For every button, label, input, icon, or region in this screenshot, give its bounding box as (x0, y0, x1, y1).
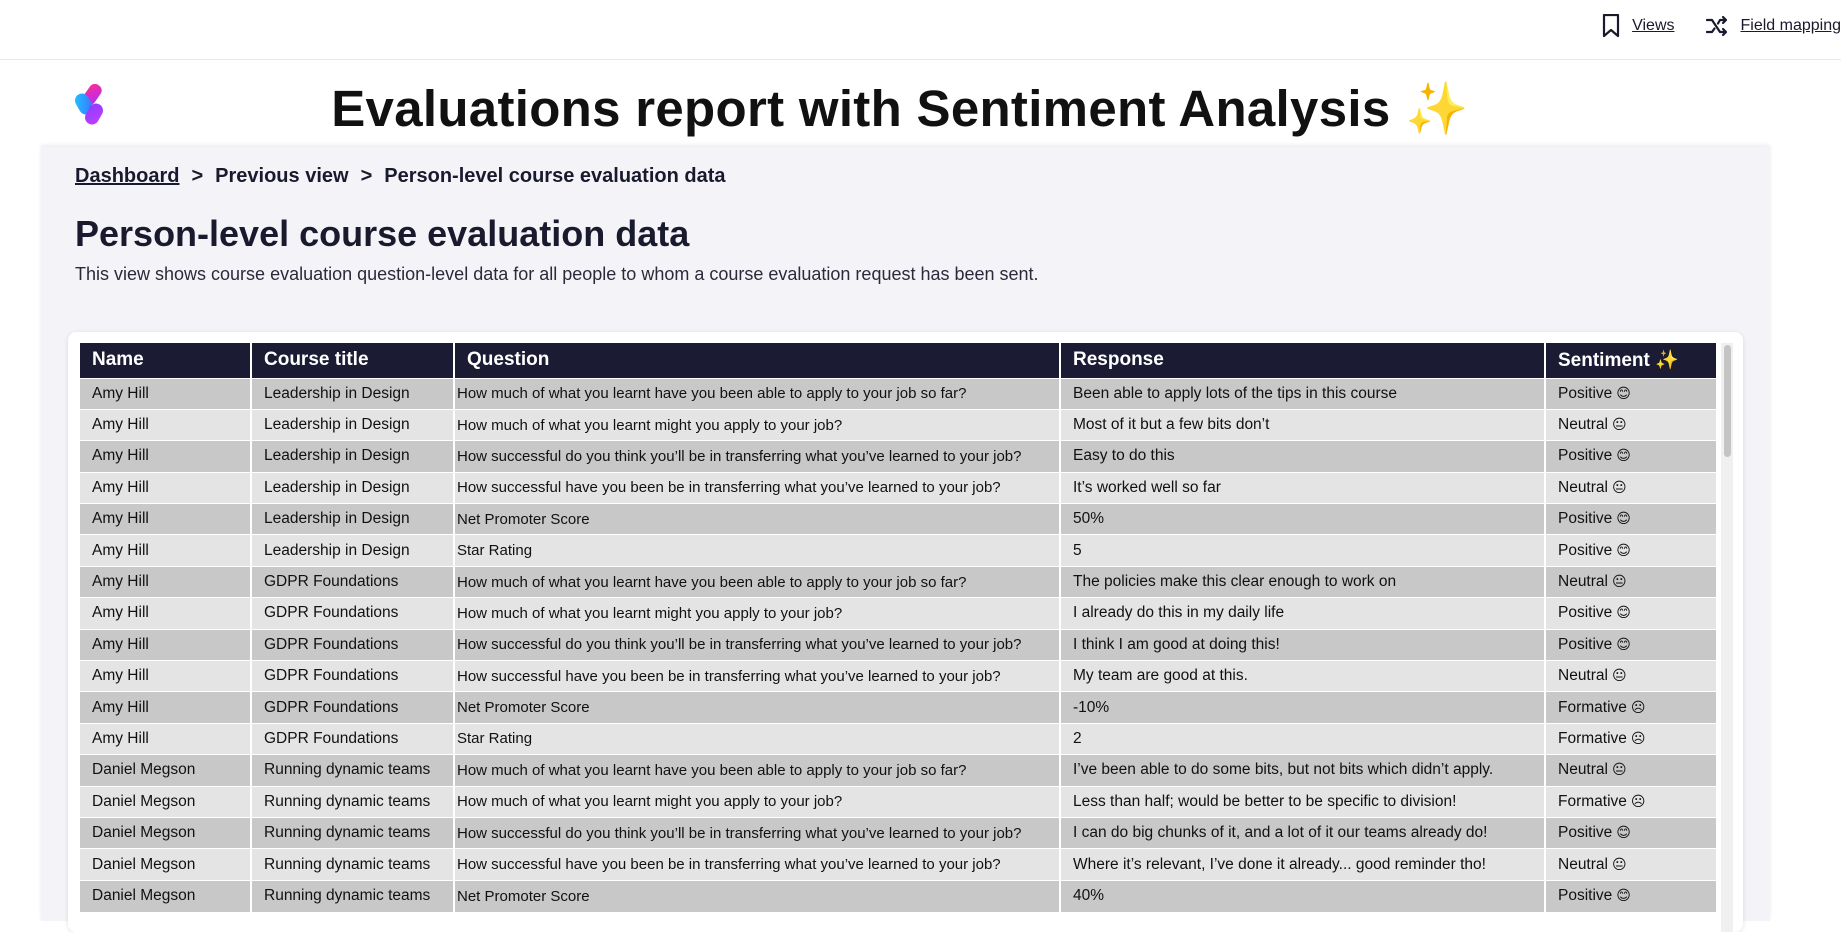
cell-course-title: Leadership in Design (251, 504, 454, 535)
table-row[interactable] (80, 378, 1716, 409)
cell-name: Amy Hill (80, 598, 251, 629)
table-row[interactable] (80, 723, 1716, 754)
breadcrumb-separator: > (361, 165, 373, 188)
sentiment-emoji-icon: 😊 (1616, 543, 1631, 559)
cell-name: Daniel Megson (80, 755, 251, 786)
cell-course-title: Running dynamic teams (251, 786, 454, 817)
cell-sentiment (1545, 755, 1716, 786)
cell-sentiment (1545, 692, 1716, 723)
vertical-scrollbar[interactable] (1721, 343, 1733, 932)
cell-response: 5 (1060, 535, 1545, 566)
sentiment-label: Positive (1558, 447, 1612, 464)
data-table-card (68, 332, 1743, 932)
cell-response: 2 (1060, 723, 1545, 754)
topbar-actions (1602, 10, 1841, 42)
column-header-name[interactable]: Name (80, 343, 251, 378)
cell-sentiment (1545, 566, 1716, 597)
sentiment-emoji-icon: 😊 (1616, 605, 1631, 621)
cell-name: Amy Hill (80, 504, 251, 535)
cell-sentiment (1545, 472, 1716, 503)
cell-sentiment (1545, 378, 1716, 409)
page-description: This view shows course evaluation question-level data for all people to whom a course evaluation request has been sent. (75, 264, 1039, 285)
table-row[interactable] (80, 880, 1716, 911)
breadcrumb-separator: > (191, 165, 203, 188)
cell-course-title: Running dynamic teams (251, 849, 454, 880)
breadcrumb-previous-view[interactable]: Previous view (215, 165, 348, 188)
top-bar (0, 0, 1841, 60)
cell-sentiment (1545, 849, 1716, 880)
cell-name: Amy Hill (80, 629, 251, 660)
views-label[interactable]: Views (1632, 17, 1674, 35)
cell-course-title: Leadership in Design (251, 535, 454, 566)
sentiment-label: Positive (1558, 542, 1612, 559)
cell-course-title: Leadership in Design (251, 441, 454, 472)
cell-name: Amy Hill (80, 378, 251, 409)
table-row[interactable] (80, 817, 1716, 848)
sentiment-emoji-icon: ☹ (1631, 794, 1646, 810)
sentiment-label: Neutral (1558, 573, 1608, 590)
cell-response: It’s worked well so far (1060, 472, 1545, 503)
cell-question: How much of what you learnt might you apply to your job? (454, 409, 1060, 440)
table-row[interactable] (80, 504, 1716, 535)
cell-course-title: Leadership in Design (251, 409, 454, 440)
cell-name: Amy Hill (80, 409, 251, 440)
cell-question: How successful have you been be in transferring what you’ve learned to your job? (454, 849, 1060, 880)
cell-course-title: Running dynamic teams (251, 880, 454, 911)
cell-course-title: GDPR Foundations (251, 692, 454, 723)
cell-sentiment (1545, 598, 1716, 629)
cell-question: How successful do you think you’ll be in transferring what you’ve learned to your job? (454, 629, 1060, 660)
cell-sentiment (1545, 535, 1716, 566)
cell-name: Daniel Megson (80, 880, 251, 911)
field-mapping-label[interactable]: Field mapping (1741, 17, 1841, 35)
content-panel (41, 147, 1770, 921)
cell-course-title: Running dynamic teams (251, 817, 454, 848)
sentiment-label: Neutral (1558, 761, 1608, 778)
sentiment-label: Positive (1558, 824, 1612, 841)
cell-question: How successful have you been be in transferring what you’ve learned to your job? (454, 472, 1060, 503)
cell-name: Amy Hill (80, 472, 251, 503)
cell-name: Amy Hill (80, 566, 251, 597)
sentiment-label: Neutral (1558, 667, 1608, 684)
cell-sentiment (1545, 817, 1716, 848)
cell-sentiment (1545, 661, 1716, 692)
sentiment-emoji-icon: ☹ (1631, 700, 1646, 716)
cell-response: Less than half; would be better to be specific to division! (1060, 786, 1545, 817)
cell-sentiment (1545, 629, 1716, 660)
shuffle-icon (1705, 15, 1729, 37)
page-title: Person-level course evaluation data (75, 213, 689, 255)
table-row[interactable] (80, 598, 1716, 629)
cell-question: Net Promoter Score (454, 504, 1060, 535)
scrollbar-thumb[interactable] (1724, 345, 1731, 457)
table-row[interactable] (80, 441, 1716, 472)
table-row[interactable] (80, 661, 1716, 692)
cell-course-title: GDPR Foundations (251, 598, 454, 629)
sentiment-label: Formative (1558, 699, 1627, 716)
cell-question: How much of what you learnt have you been able to apply to your job so far? (454, 755, 1060, 786)
sentiment-label: Neutral (1558, 479, 1608, 496)
cell-question: Net Promoter Score (454, 880, 1060, 911)
cell-question: How successful have you been be in transferring what you’ve learned to your job? (454, 661, 1060, 692)
cell-name: Daniel Megson (80, 817, 251, 848)
cell-response: Easy to do this (1060, 441, 1545, 472)
sentiment-emoji-icon: 😊 (1616, 637, 1631, 653)
column-header-response[interactable]: Response (1060, 343, 1545, 378)
table-row[interactable] (80, 409, 1716, 440)
cell-sentiment (1545, 723, 1716, 754)
table-row[interactable] (80, 472, 1716, 503)
cell-response: Where it’s relevant, I’ve done it already... good reminder tho! (1060, 849, 1545, 880)
cell-name: Amy Hill (80, 535, 251, 566)
cell-question: How successful do you think you’ll be in transferring what you’ve learned to your job? (454, 817, 1060, 848)
cell-response: Most of it but a few bits don’t (1060, 409, 1545, 440)
cell-question: Net Promoter Score (454, 692, 1060, 723)
cell-question: Star Rating (454, 535, 1060, 566)
sentiment-label: Positive (1558, 510, 1612, 527)
cell-name: Daniel Megson (80, 786, 251, 817)
table-row[interactable] (80, 566, 1716, 597)
sentiment-emoji-icon: 😊 (1616, 888, 1631, 904)
breadcrumb-current: Person-level course evaluation data (384, 165, 725, 188)
cell-response: -10% (1060, 692, 1545, 723)
sentiment-emoji-icon: 😊 (1616, 511, 1631, 527)
column-header-course-title[interactable]: Course title (251, 343, 454, 378)
table-row[interactable] (80, 786, 1716, 817)
cell-name: Amy Hill (80, 723, 251, 754)
bookmark-icon (1602, 14, 1620, 38)
cell-name: Amy Hill (80, 441, 251, 472)
cell-name: Amy Hill (80, 692, 251, 723)
cell-sentiment (1545, 504, 1716, 535)
cell-response: 50% (1060, 504, 1545, 535)
sentiment-emoji-icon: 😐 (1612, 574, 1627, 590)
cell-question: How much of what you learnt might you apply to your job? (454, 786, 1060, 817)
cell-name: Daniel Megson (80, 849, 251, 880)
report-title: Evaluations report with Sentiment Analysis ✨ (0, 79, 1800, 139)
cell-response: The policies make this clear enough to work on (1060, 566, 1545, 597)
report-header (0, 61, 1841, 147)
cell-question: Star Rating (454, 723, 1060, 754)
field-mapping-button[interactable] (1705, 15, 1841, 37)
sentiment-label: Positive (1558, 887, 1612, 904)
sentiment-emoji-icon: 😊 (1616, 825, 1631, 841)
cell-course-title: Leadership in Design (251, 472, 454, 503)
breadcrumb-dashboard[interactable]: Dashboard (75, 165, 179, 188)
views-button[interactable] (1602, 14, 1674, 38)
cell-course-title: Running dynamic teams (251, 755, 454, 786)
cell-sentiment (1545, 409, 1716, 440)
cell-response: I’ve been able to do some bits, but not bits which didn’t apply. (1060, 755, 1545, 786)
sentiment-emoji-icon: 😊 (1616, 386, 1631, 402)
cell-response: My team are good at this. (1060, 661, 1545, 692)
cell-question: How successful do you think you’ll be in transferring what you’ve learned to your job? (454, 441, 1060, 472)
cell-response: I can do big chunks of it, and a lot of it our teams already do! (1060, 817, 1545, 848)
sentiment-label: Formative (1558, 793, 1627, 810)
cell-response: I already do this in my daily life (1060, 598, 1545, 629)
table-row[interactable] (80, 849, 1716, 880)
sentiment-label: Formative (1558, 730, 1627, 747)
cell-course-title: GDPR Foundations (251, 661, 454, 692)
cell-response: Been able to apply lots of the tips in this course (1060, 378, 1545, 409)
cell-response: I think I am good at doing this! (1060, 629, 1545, 660)
cell-question: How much of what you learnt have you been able to apply to your job so far? (454, 378, 1060, 409)
cell-course-title: GDPR Foundations (251, 723, 454, 754)
column-header-question[interactable]: Question (454, 343, 1060, 378)
evaluation-table (80, 343, 1716, 912)
cell-sentiment (1545, 880, 1716, 911)
sentiment-emoji-icon: 😊 (1616, 448, 1631, 464)
sentiment-label: Positive (1558, 636, 1612, 653)
cell-question: How much of what you learnt have you been able to apply to your job so far? (454, 566, 1060, 597)
cell-course-title: Leadership in Design (251, 378, 454, 409)
cell-name: Amy Hill (80, 661, 251, 692)
cell-sentiment (1545, 441, 1716, 472)
table-row[interactable] (80, 629, 1716, 660)
sentiment-emoji-icon: 😐 (1612, 417, 1627, 433)
sentiment-emoji-icon: ☹ (1631, 731, 1646, 747)
sentiment-emoji-icon: 😐 (1612, 480, 1627, 496)
sentiment-emoji-icon: 😐 (1612, 668, 1627, 684)
column-header-sentiment[interactable]: Sentiment ✨ (1545, 343, 1716, 378)
sentiment-label: Positive (1558, 385, 1612, 402)
table-row[interactable] (80, 755, 1716, 786)
table-scroll-area[interactable] (80, 343, 1720, 932)
cell-course-title: GDPR Foundations (251, 629, 454, 660)
sentiment-emoji-icon: 😐 (1612, 762, 1627, 778)
sentiment-label: Neutral (1558, 416, 1608, 433)
cell-question: How much of what you learnt might you apply to your job? (454, 598, 1060, 629)
sentiment-label: Positive (1558, 604, 1612, 621)
cell-sentiment (1545, 786, 1716, 817)
table-row[interactable] (80, 692, 1716, 723)
cell-response: 40% (1060, 880, 1545, 911)
cell-course-title: GDPR Foundations (251, 566, 454, 597)
table-header-row (80, 343, 1716, 378)
breadcrumb (75, 165, 726, 188)
table-row[interactable] (80, 535, 1716, 566)
sentiment-emoji-icon: 😐 (1612, 857, 1627, 873)
sentiment-label: Neutral (1558, 856, 1608, 873)
